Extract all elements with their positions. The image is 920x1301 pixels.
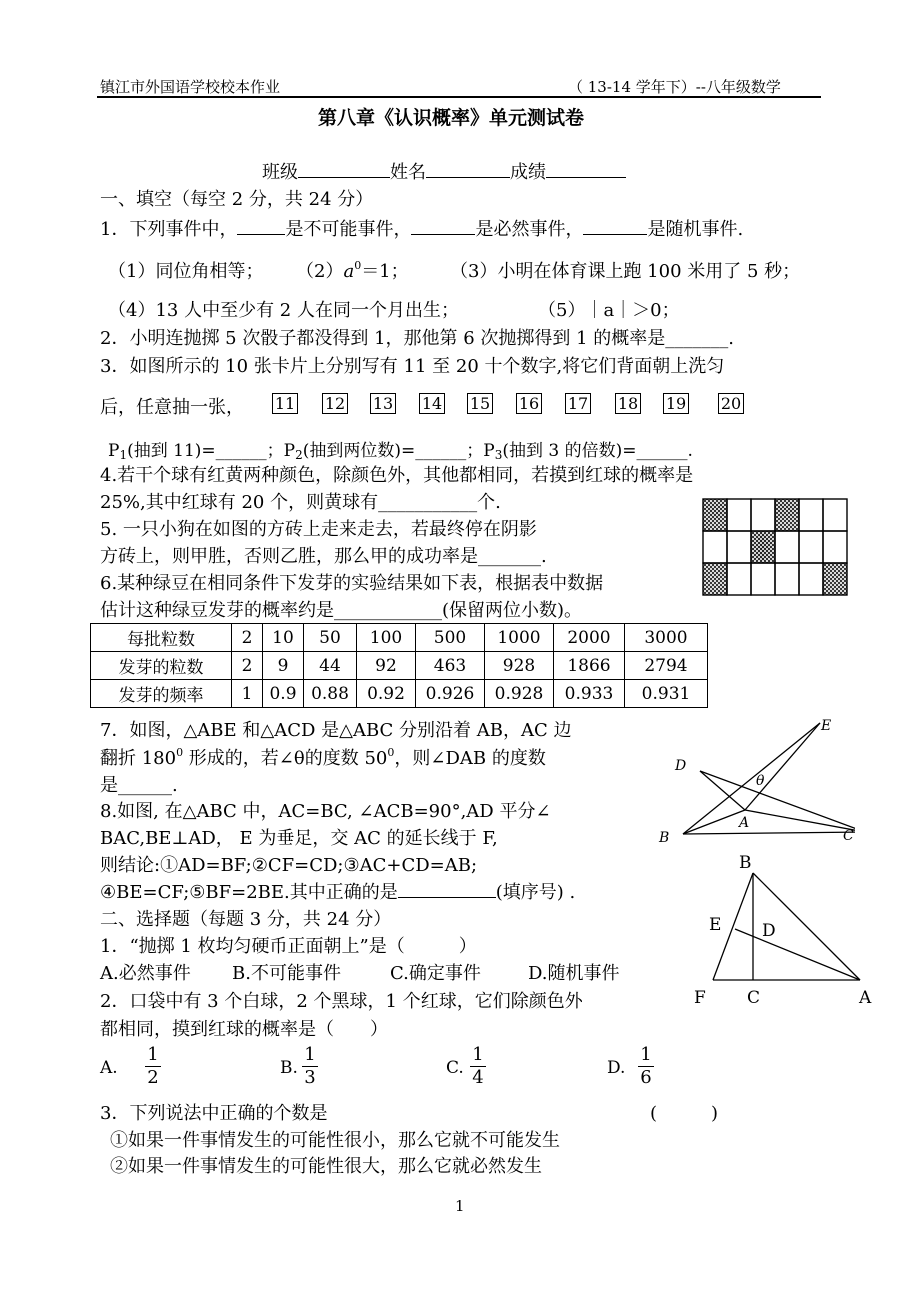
grid-tile <box>703 531 727 563</box>
grid-tile <box>799 499 823 531</box>
s2-q1-a[interactable]: A.必然事件 <box>100 963 191 984</box>
table-cell: 0.933 <box>554 680 625 708</box>
s2-q2-option-a[interactable]: A. <box>100 1058 118 1078</box>
s1-q5-line2: 方砖上，则甲胜，否则乙胜，那么甲的成功率是_______. <box>100 546 547 567</box>
grid-tile <box>727 499 751 531</box>
table-cell: 463 <box>416 652 485 680</box>
table-cell: 1 <box>232 680 263 708</box>
card-20: 20 <box>718 393 744 414</box>
info-line <box>262 158 626 184</box>
fraction-b <box>302 1045 318 1088</box>
label-a: A <box>859 988 872 1008</box>
grid-tile <box>799 531 823 563</box>
card-17: 17 <box>565 393 591 414</box>
q8-line4-pre: ④BE=CF;⑤BF=2BE.其中正确的是 <box>100 882 398 903</box>
s1-q3-line1: 3．如图所示的 10 张卡片上分别写有 11 至 20 十个数字,将它们背面朝上洗匀 <box>100 356 725 377</box>
q1-opt1: （1）同位角相等； <box>108 261 264 282</box>
p3-sub: 3 <box>494 448 503 462</box>
s1-q8-line3: 则结论:①AD=BF;②CF=CD;③AC+CD=AB; <box>100 855 478 876</box>
q1-opt2-var: a <box>343 261 355 282</box>
card-13: 13 <box>370 393 396 414</box>
table-cell: 2000 <box>554 624 625 652</box>
label-d: D <box>762 921 776 941</box>
name-field[interactable] <box>426 161 510 178</box>
q1-opt4: （4）13 人中至少有 2 人在同一个月出生； <box>108 300 459 321</box>
table-cell: 2 <box>232 652 263 680</box>
q1-blank-1[interactable] <box>237 218 285 235</box>
table-cell: 9 <box>263 652 304 680</box>
s2-q2-line1: 2．口袋中有 3 个白球，2 个黑球，1 个红球，它们除颜色外 <box>100 991 583 1012</box>
grid-tile <box>775 563 799 595</box>
q7-line2-post: ，则∠DAB 的度数 <box>394 748 546 769</box>
table-row <box>91 680 708 708</box>
s2-q3-item1: ①如果一件事情发生的可能性很小，那么它就不可能发生 <box>110 1130 560 1151</box>
q7-lines <box>683 723 855 834</box>
table-cell: 0.931 <box>625 680 708 708</box>
card-19: 19 <box>663 393 689 414</box>
p2-post: (抽到两位数)=______； <box>302 441 484 461</box>
s2-q1-stem: 1．“抛掷 1 枚均匀硬币正面朝上”是（ ） <box>100 936 477 957</box>
card-11: 11 <box>272 393 298 414</box>
s2-q1-b[interactable]: B.不可能事件 <box>232 963 341 984</box>
q1-text-a: 1．下列事件中， <box>100 219 238 240</box>
grid-tile <box>823 531 847 563</box>
q1-opt2-pre: （2） <box>296 261 344 282</box>
label-c: C <box>843 828 854 844</box>
section1-heading: 一、填空（每空 2 分，共 24 分） <box>100 189 374 210</box>
numerator: 1 <box>147 1044 159 1065</box>
q1-text-d: 是随机事件. <box>647 219 744 240</box>
table-cell: 1000 <box>485 624 554 652</box>
label-e: E <box>709 915 722 935</box>
germination-table <box>90 623 708 708</box>
p3-post: (抽到 3 的倍数)=______. <box>502 441 693 461</box>
s2-q1-c[interactable]: C.确定事件 <box>390 963 481 984</box>
s2-q2-option-b[interactable]: B. <box>280 1058 298 1078</box>
q7-line2-mid: 形成的，若∠θ的度数 50 <box>183 748 388 769</box>
card-18: 18 <box>615 393 641 414</box>
numerator: 1 <box>304 1044 316 1065</box>
page-title: 第八章《认识概率》单元测试卷 <box>318 107 585 129</box>
denominator: 3 <box>304 1067 316 1088</box>
p1-post: (抽到 11)=______； <box>127 441 284 461</box>
card-15: 15 <box>467 393 493 414</box>
p3-pre: P <box>483 441 495 461</box>
class-label: 班级 <box>262 162 298 183</box>
score-label: 成绩 <box>510 162 546 183</box>
grid-tile <box>727 563 751 595</box>
card-16: 16 <box>516 393 542 414</box>
q1-opt2-post: ＝1； <box>361 261 409 282</box>
table-cell: 500 <box>416 624 485 652</box>
table-cell: 0.926 <box>416 680 485 708</box>
s2-q2-option-c[interactable]: C. <box>446 1058 464 1078</box>
s1-q5-line1: 5. 一只小狗在如图的方砖上走来走去，若最终停在阴影 <box>100 519 537 540</box>
q1-blank-2[interactable] <box>411 218 475 235</box>
line-da <box>700 771 745 810</box>
page-number: 1 <box>455 1197 465 1215</box>
fraction-c <box>470 1045 486 1088</box>
table-cell: 928 <box>485 652 554 680</box>
s1-q7-line2 <box>100 744 546 770</box>
denominator: 4 <box>472 1067 484 1088</box>
s1-q2: 2．小明连抛掷 5 次骰子都没得到 1，那他第 6 次抛掷得到 1 的概率是_______. <box>100 328 735 349</box>
s2-q3-stem: 3．下列说法中正确的个数是 <box>100 1103 328 1124</box>
tile-grid-figure <box>700 496 850 598</box>
line-ae <box>745 723 820 810</box>
header-rule <box>97 96 821 98</box>
s1-q6-line1: 6.某种绿豆在相同条件下发芽的实验结果如下表，根据表中数据 <box>100 573 604 594</box>
numerator: 1 <box>472 1044 484 1065</box>
grid-tile <box>751 563 775 595</box>
table-cell: 0.92 <box>357 680 416 708</box>
q1-opt3: （3）小明在体育课上跑 100 米用了 5 秒； <box>450 261 801 282</box>
fraction-a <box>145 1045 161 1088</box>
table-cell: 1866 <box>554 652 625 680</box>
s1-q3-line2: 后，任意抽一张， <box>100 397 244 418</box>
q1-text-b: 是不可能事件， <box>285 219 412 240</box>
label-f: F <box>694 988 706 1008</box>
q7-line2-sup2: 0 <box>387 746 395 759</box>
s2-q3-item2: ②如果一件事情发生的可能性很大，那么它就必然发生 <box>110 1156 542 1177</box>
s2-q2-line2: 都相同，摸到红球的概率是（ ） <box>100 1019 388 1040</box>
line-bc <box>683 832 855 834</box>
q1-opt2 <box>296 257 409 283</box>
s1-q8-line4 <box>100 878 575 904</box>
card-14: 14 <box>419 393 445 414</box>
s1-q4-line2: 25%,其中红球有 20 个，则黄球有___________个. <box>100 492 501 513</box>
table-cell: 2794 <box>625 652 708 680</box>
line-ad <box>735 929 860 980</box>
p2-sub: 2 <box>295 448 303 462</box>
grid-tile <box>751 499 775 531</box>
grid-tile <box>727 531 751 563</box>
name-label: 姓名 <box>390 162 426 183</box>
q8-lines <box>713 873 860 980</box>
table-cell: 0.928 <box>485 680 554 708</box>
table-cell: 100 <box>357 624 416 652</box>
table-cell: 发芽的频率 <box>91 680 232 708</box>
grid-tile <box>799 563 823 595</box>
table-cell: 每批粒数 <box>91 624 232 652</box>
s1-q8-line1: 8.如图, 在△ABC 中，AC=BC, ∠ACB=90°,AD 平分∠ <box>100 801 551 822</box>
p2-pre: P <box>283 441 296 461</box>
grid-tile <box>823 499 847 531</box>
q7-line2-pre: 翻折 180 <box>100 748 177 769</box>
table-cell: 发芽的粒数 <box>91 652 232 680</box>
s1-q1-stem <box>100 215 743 241</box>
line-ac <box>745 810 855 832</box>
q7-figure <box>655 712 855 847</box>
grid-tile <box>775 531 799 563</box>
s2-q3-paren: ( ) <box>650 1103 719 1124</box>
s1-q7-line3: 是______. <box>100 775 178 796</box>
s2-q1-d[interactable]: D.随机事件 <box>528 963 620 984</box>
class-field[interactable] <box>298 161 390 178</box>
label-theta: θ <box>756 773 765 789</box>
q3-prob-line <box>108 436 693 462</box>
header-right: （ 13-14 学年下）--八年级数学 <box>568 78 781 96</box>
table-cell: 0.9 <box>263 680 304 708</box>
line-ba <box>683 810 745 834</box>
table-cell: 92 <box>357 652 416 680</box>
table-cell: 2 <box>232 624 263 652</box>
denominator: 2 <box>147 1067 159 1088</box>
line-be <box>683 723 820 834</box>
table-row <box>91 624 708 652</box>
s1-q7-line1: 7．如图，△ABE 和△ACD 是△ABC 分别沿着 AB，AC 边 <box>100 720 572 741</box>
s1-q6-line2: 估计这种绿豆发芽的概率约是____________(保留两位小数)。 <box>100 600 583 621</box>
label-b: B <box>739 853 752 873</box>
s1-q4-line1: 4.若干个球有红黄两种颜色，除颜色外，其他都相同，若摸到红球的概率是 <box>100 465 694 486</box>
q8-figure <box>690 848 885 1010</box>
header-left: 镇江市外国语学校校本作业 <box>100 78 281 96</box>
q1-blank-3[interactable] <box>583 218 647 235</box>
q1-text-c: 是必然事件， <box>475 219 584 240</box>
q7-line2-sup: 0 <box>176 746 184 759</box>
card-12: 12 <box>322 393 348 414</box>
q1-opt5: （5）｜a｜＞0； <box>538 300 680 321</box>
p1-sub: 1 <box>119 448 128 462</box>
table-cell: 10 <box>263 624 304 652</box>
q8-line4-post: (填序号) . <box>495 882 576 903</box>
s2-q2-option-d[interactable]: D. <box>607 1058 626 1078</box>
label-d: D <box>675 758 687 774</box>
label-e: E <box>821 718 832 734</box>
label-b: B <box>659 830 670 846</box>
table-cell: 50 <box>304 624 357 652</box>
score-field[interactable] <box>546 161 626 178</box>
q1-opt2-sup: 0 <box>354 259 362 272</box>
table-cell: 0.88 <box>304 680 357 708</box>
fraction-d <box>638 1045 654 1088</box>
s1-q8-line2: BAC,BE⊥AD， E 为垂足，交 AC 的延长线于 F, <box>100 828 498 849</box>
table-row <box>91 652 708 680</box>
section2-heading: 二、选择题（每题 3 分，共 24 分） <box>100 909 392 930</box>
table-cell: 3000 <box>625 624 708 652</box>
label-a: A <box>739 815 750 831</box>
q8-answer-blank[interactable] <box>398 881 496 898</box>
tile-grid <box>703 499 847 595</box>
label-c: C <box>747 988 761 1008</box>
p1-pre: P <box>108 441 120 461</box>
numerator: 1 <box>640 1044 652 1065</box>
denominator: 6 <box>640 1067 652 1088</box>
table-cell: 44 <box>304 652 357 680</box>
